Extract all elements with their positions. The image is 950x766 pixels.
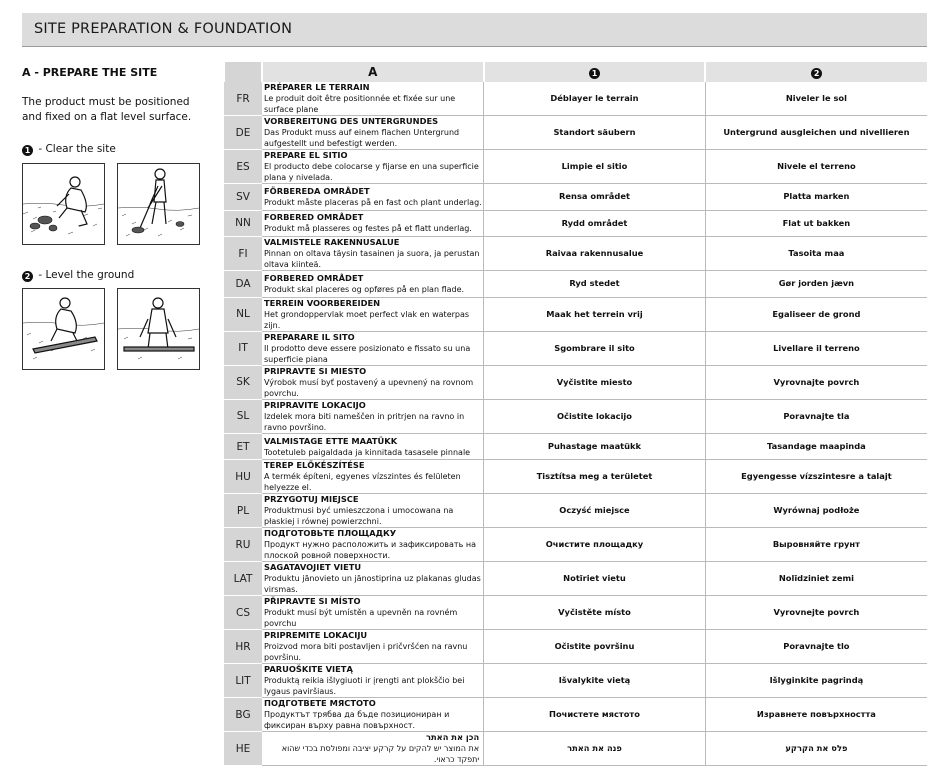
row-title: PRIPRAVITE LOKACIJO [264, 399, 366, 410]
lang-code: CS [224, 596, 262, 630]
step-2-translation: Flat ut bakken [705, 210, 927, 237]
lang-code: LIT [224, 664, 262, 698]
table-row [224, 297, 927, 331]
row-title: PRÉPARER LE TERRAIN [264, 82, 370, 92]
row-description [262, 271, 484, 298]
step-1-translation: Ryd stedet [484, 271, 706, 298]
row-text: A termék építeni, egyenes vízszintes és felületen helyezze el. [264, 472, 461, 493]
step-1-number: 1 [22, 145, 33, 156]
row-description [262, 433, 484, 460]
step-2-label [22, 269, 134, 282]
row-text: Продукт нужно расположить и зафиксировать на плоской ровной поверхности. [264, 540, 476, 561]
clear-site-illustration-1 [22, 163, 105, 245]
row-description [262, 150, 484, 184]
row-description [262, 460, 484, 494]
table-row [224, 732, 927, 766]
table-row [224, 365, 927, 399]
row-title: PRIPREMITE LOKACIJU [264, 630, 368, 641]
lang-code: PL [224, 494, 262, 528]
row-text: Продуктът трябва да бъде позициониран и фиксиран върху равна повърхност. [264, 710, 450, 731]
row-title: PREPARE EL SITIO [264, 150, 348, 160]
lang-code: RU [224, 528, 262, 562]
step-2-translation: Niveler le sol [705, 82, 927, 116]
table-row [224, 664, 927, 698]
row-text: Izdelek mora biti nameščen in pritrjen na ravno in ravno površino. [264, 411, 465, 432]
table-row [224, 433, 927, 460]
section-title: A - PREPARE THE SITE [22, 66, 158, 79]
lang-code: SV [224, 184, 262, 211]
header-col-a: A [262, 62, 484, 82]
row-text: Produkt skal placeres og opføres på en plan flade. [264, 284, 465, 294]
row-description [262, 365, 484, 399]
row-description [262, 596, 484, 630]
step-1-translation: Maak het terrein vrij [484, 297, 706, 331]
row-text: Produkt musí být umístěn a upevněn na rovném povrchu [264, 608, 458, 629]
header-col-2 [705, 62, 927, 82]
step-2-translation: Изравнете повърхността [705, 698, 927, 732]
row-description [262, 297, 484, 331]
row-text: El producto debe colocarse y fijarse en una superficie plana y nivelada. [264, 162, 479, 182]
row-title: VALMISTELE RAKENNUSALUE [264, 237, 400, 248]
level-ground-illustration-2 [117, 288, 200, 370]
row-text: Proizvod mora biti postavljen i pričvršćen na ravnu površinu. [264, 642, 468, 663]
row-text: Pinnan on oltava täysin tasainen ja suora, ja perustan oltava kiinteä. [264, 249, 480, 270]
step-2-translation: פלס את הקרקע [705, 732, 927, 766]
translation-table [223, 62, 927, 766]
intro-text: The product must be positioned and fixed on a flat level surface. [22, 96, 192, 123]
level-ground-illustration-1 [22, 288, 105, 370]
row-title: ПОДГОТОВЬТЕ ПЛОЩАДКУ [264, 528, 397, 539]
lang-code: DE [224, 116, 262, 150]
row-description [262, 399, 484, 433]
table-row [224, 494, 927, 528]
table-row [224, 596, 927, 630]
step-2-translation: Gør jorden jævn [705, 271, 927, 298]
lang-code: IT [224, 331, 262, 365]
table-row [224, 82, 927, 116]
row-description [262, 184, 484, 211]
lang-code: NN [224, 210, 262, 237]
row-description [262, 331, 484, 365]
step-1-text: - Clear the site [35, 143, 116, 155]
step-1-translation: Rensa området [484, 184, 706, 211]
table-row [224, 460, 927, 494]
step-1-translation: Déblayer le terrain [484, 82, 706, 116]
row-description [262, 116, 484, 150]
table-row [224, 630, 927, 664]
step-1-translation: Očistite površinu [484, 630, 706, 664]
row-title: FÖRBEREDA OMRÅDET [264, 185, 370, 196]
step-1-label [22, 143, 116, 156]
row-title: SAGATAVOJIET VIETU [264, 562, 362, 573]
step-2-translation: Platta marken [705, 184, 927, 211]
left-panel [22, 66, 212, 281]
row-description [262, 210, 484, 237]
table-row [224, 210, 927, 237]
row-title: TEREP ELŐKÉSZÍTÉSE [264, 460, 365, 471]
table-row [224, 184, 927, 211]
row-description [262, 664, 484, 698]
table-header-row [224, 62, 927, 82]
row-title: PRIPRAVTE SI MIESTO [264, 365, 367, 376]
row-text: Le produit doit être positionnée et fixée sur une surface plane [264, 94, 456, 114]
step-1-translation: Išvalykite vietą [484, 664, 706, 698]
row-text: Het grondoppervlak moet perfect vlak en waterpas zijn. [264, 309, 470, 330]
row-description [262, 237, 484, 271]
row-description [262, 732, 484, 766]
page-header [22, 13, 927, 47]
step-1-translation: Limpie el sitio [484, 150, 706, 184]
row-description [262, 494, 484, 528]
row-title: TERREIN VOORBEREIDEN [264, 297, 381, 308]
lang-code: HR [224, 630, 262, 664]
step-2-translation: Egaliseer de grond [705, 297, 927, 331]
row-text: Il prodotto deve essere posizionato e fissato su una superficie piana [264, 343, 471, 364]
step-2-translation: Poravnajte tla [705, 399, 927, 433]
lang-code: LAT [224, 562, 262, 596]
lang-code: ET [224, 433, 262, 460]
lang-code: SK [224, 365, 262, 399]
row-text: Produktą reikia išlygiuoti ir įrengti ant plokščio bei lygaus paviršiaus. [264, 676, 465, 697]
step-2-translation: Nolīdziniet zemi [705, 562, 927, 596]
lang-code: FI [224, 237, 262, 271]
table-row [224, 528, 927, 562]
row-description [262, 82, 484, 116]
row-title: FORBERED OMRÅDET [264, 272, 364, 283]
step-1-translation: Sgombrare il sito [484, 331, 706, 365]
table-row [224, 271, 927, 298]
table-row [224, 116, 927, 150]
step-2-translation: Tasandage maapinda [705, 433, 927, 460]
row-text: Tootetuleb paigaldada ja kinnitada tasasele pinnale [264, 447, 471, 457]
header-col-1 [484, 62, 706, 82]
step-2-number: 2 [22, 271, 33, 282]
step-2-translation: Untergrund ausgleichen und nivellieren [705, 116, 927, 150]
row-description [262, 698, 484, 732]
step-1-translation: Vyčistite miesto [484, 365, 706, 399]
row-text: את המוצר יש להקים על קרקע יציבה ומפולסת בכדי שהוא יתפקד כראוי. [281, 744, 480, 765]
row-text: Produktu jānovieto un jānostiprina uz plakanas gludas virsmas. [264, 574, 481, 595]
step-2-translation: Nivele el terreno [705, 150, 927, 184]
lang-code: BG [224, 698, 262, 732]
step-1-translation: Notīriet vietu [484, 562, 706, 596]
table-row [224, 399, 927, 433]
row-title: VALMISTAGE ETTE MAATÜKK [264, 435, 398, 446]
step-2-translation: Poravnajte tlo [705, 630, 927, 664]
row-text: Výrobok musí byť postavený a upevnený na rovnom povrchu. [264, 377, 474, 398]
lang-code: SL [224, 399, 262, 433]
col-2-number: 2 [811, 68, 822, 79]
step-2-translation: Livellare il terreno [705, 331, 927, 365]
row-description [262, 630, 484, 664]
step-1-translation: פנה את האתר [484, 732, 706, 766]
row-title: PŘIPRAVTE SI MÍSTO [264, 596, 361, 607]
lang-code: NL [224, 297, 262, 331]
col-1-number: 1 [589, 68, 600, 79]
row-title: PARUOŠKITE VIETĄ [264, 664, 353, 675]
step-2-translation: Выровняйте грунт [705, 528, 927, 562]
row-text: Das Produkt muss auf einem flachen Untergrund aufgestellt und befestigt werden. [264, 128, 460, 148]
lang-code: DA [224, 271, 262, 298]
row-text: Produkt må plasseres og festes på et flatt underlag. [264, 224, 472, 234]
step-2-text: - Level the ground [35, 269, 135, 281]
step-2-translation: Wyrównaj podłoże [705, 494, 927, 528]
step-2-translation: Tasoita maa [705, 237, 927, 271]
table-row [224, 150, 927, 184]
step-1-translation: Raivaa rakennusalue [484, 237, 706, 271]
step-2-translation: Vyrovnajte povrch [705, 365, 927, 399]
step-1-translation: Očistite lokacijo [484, 399, 706, 433]
step-2-translation: Išlyginkite pagrindą [705, 664, 927, 698]
row-title: VORBEREITUNG DES UNTERGRUNDES [264, 116, 439, 126]
step-1-translation: Очистите площадку [484, 528, 706, 562]
step-2-translation: Egyengesse vízszintesre a talajt [705, 460, 927, 494]
row-title: הכן את האתר [426, 732, 480, 743]
step-1-translation: Почистете мястото [484, 698, 706, 732]
step-2-translation: Vyrovnejte povrch [705, 596, 927, 630]
step-1-translation: Standort säubern [484, 116, 706, 150]
row-title: PRZYGOTUJ MIEJSCE [264, 494, 359, 505]
row-title: ПОДГОТВЕТЕ МЯСТОТО [264, 698, 376, 709]
step-1-translation: Oczyść miejsce [484, 494, 706, 528]
page-title: SITE PREPARATION & FOUNDATION [34, 21, 293, 37]
row-description [262, 562, 484, 596]
step-1-translation: Puhastage maatükk [484, 433, 706, 460]
lang-code: ES [224, 150, 262, 184]
table-row [224, 331, 927, 365]
table-row [224, 562, 927, 596]
row-title: FORBERED OMRÅDET [264, 212, 364, 223]
step-1-translation: Rydd området [484, 210, 706, 237]
clear-site-illustration-2 [117, 163, 200, 245]
lang-code: FR [224, 82, 262, 116]
table-row [224, 698, 927, 732]
row-text: Produkt måste placeras på en fast och plant underlag. [264, 197, 482, 207]
lang-code: HE [224, 732, 262, 766]
step-1-translation: Vyčistěte místo [484, 596, 706, 630]
header-lang-cell [224, 62, 262, 82]
table-row [224, 237, 927, 271]
row-description [262, 528, 484, 562]
step-1-translation: Tisztítsa meg a területet [484, 460, 706, 494]
lang-code: HU [224, 460, 262, 494]
row-text: Produktmusi być umieszczona i umocowana na płaskiej i równej powierzchni. [264, 506, 454, 527]
row-title: PREPARARE IL SITO [264, 331, 355, 342]
